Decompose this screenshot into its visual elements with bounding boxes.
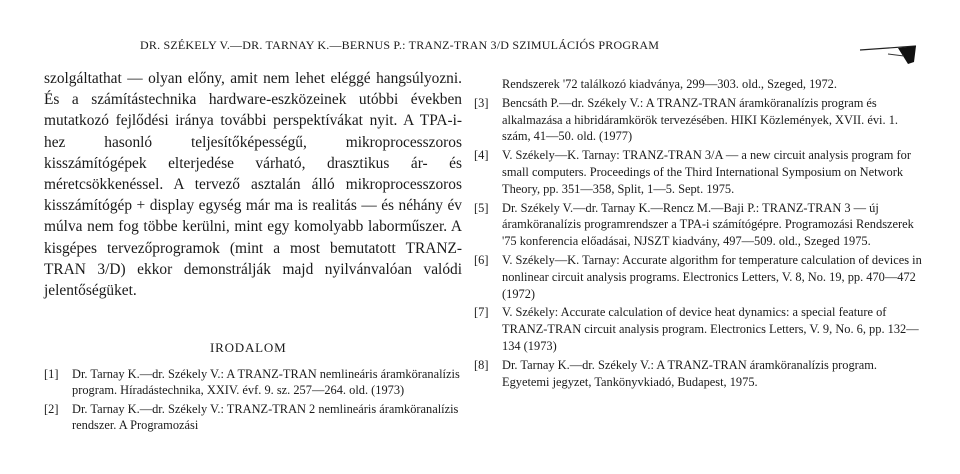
- reference-number: [7]: [474, 305, 489, 320]
- reference-text: V. Székely: Accurate calculation of device heat dynamics: a special feature of TRANZ-TRAN circuit analysis program. Electronics Letters, V. 9, No. 6, pp. 132—134 (1973): [502, 305, 919, 353]
- reference-item: [44, 401, 464, 434]
- reference-number: [2]: [44, 401, 59, 416]
- reference-item: [474, 95, 924, 145]
- reference-item: [474, 304, 924, 354]
- body-paragraph: szolgáltathat — olyan előny, amit nem lehet eléggé hangsúlyozni. És a számítástechnika hardware-eszközeinek utóbbi években mutatkozó fejlődési iránya további perspektívákat nyit. A TPA-i-hez hasonló teljesítőképességű, mikroprocesszoros kisszámítógépek elterjedése várható, drasztikus ár- és méretcsökkenéssel. A tervező asztalán álló mikroprocesszoros kisszámítógép + display egység már ma is realitás — és néhány év múlva nem fog többe kerülni, mint egy komolyabb laborműszer. A kisgépes tervezőprogramok (mint a most bemutatott TRANZ-TRAN 3/D) ekkor demonstrálják majd nyilvánvalóan valódi jelentőségüket.: [44, 70, 462, 300]
- reference-item: [474, 147, 924, 197]
- body-text-column: [44, 68, 462, 301]
- reference-item: [474, 357, 924, 391]
- reference-number: [8]: [474, 357, 489, 372]
- running-head: DR. SZÉKELY V.—DR. TARNAY K.—BERNUS P.: TRANZ-TRAN 3/D SZIMULÁCIÓS PROGRAM: [140, 38, 660, 52]
- reference-number: [4]: [474, 148, 489, 163]
- reference-text: Dr. Székely V.—dr. Tarnay K.—Rencz M.—Baji P.: TRANZ-TRAN 3 — új áramköranalízis programrendszer a TPA-i számítógépre. Programozási Rendszerek '75 konferencia előadásai, NJSZT kiadvány, 497—509. old., Szeged 1975.: [502, 200, 914, 249]
- reference-item: [44, 366, 464, 399]
- reference-text: Rendszerek '72 találkozó kiadványa, 299—303. old., Szeged, 1972.: [502, 77, 837, 91]
- reference-text: V. Székely—K. Tarnay: TRANZ-TRAN 3/A — a new circuit analysis program for small computers. Proceedings of the Third International Symposium on Network Theory, pp. 351—358, Split, 1—5. Sept. 1975.: [502, 148, 911, 196]
- reference-text: Dr. Tarnay K.—dr. Székely V.: A TRANZ-TRAN nemlineáris áramköranalízis program. Híradástechnika, XXIV. évf. 9. sz. 257—264. old. (1973): [72, 367, 460, 398]
- reference-item: [474, 252, 924, 302]
- reference-number: [3]: [474, 95, 489, 110]
- reference-text: Dr. Tarnay K.—dr. Székely V.: A TRANZ-TRAN áramköranalízis program. Egyetemi jegyzet, Tankönyvkiadó, Budapest, 1975.: [502, 357, 878, 389]
- reference-text: Bencsáth P.—dr. Székely V.: A TRANZ-TRAN áramköranalízis program és alkalmazása a hibridáramkörök tervezésében. HIKI Közlemények, XVII. évi. 1. szám, 41—50. old. (1977): [502, 95, 898, 144]
- reference-text: Dr. Tarnay K.—dr. Székely V.: TRANZ-TRAN 2 nemlineáris áramköranalízis rendszer. A Programozási: [72, 401, 459, 433]
- reference-text: V. Székely—K. Tarnay: Accurate algorithm for temperature calculation of devices in nonlinear circuit analysis programs. Electronics Letters, V. 8, No. 19, pp. 470—472 (1972): [502, 252, 922, 301]
- reference-continuation: [474, 76, 924, 93]
- reference-list-right: [474, 76, 924, 392]
- reference-list-left: [44, 366, 464, 436]
- reference-number: [5]: [474, 200, 489, 215]
- reference-number: [1]: [44, 367, 59, 381]
- reference-number: [6]: [474, 252, 489, 267]
- section-title-irodalom: IRODALOM: [210, 340, 287, 355]
- page-corner-mark-icon: [858, 44, 918, 66]
- reference-item: [474, 200, 924, 250]
